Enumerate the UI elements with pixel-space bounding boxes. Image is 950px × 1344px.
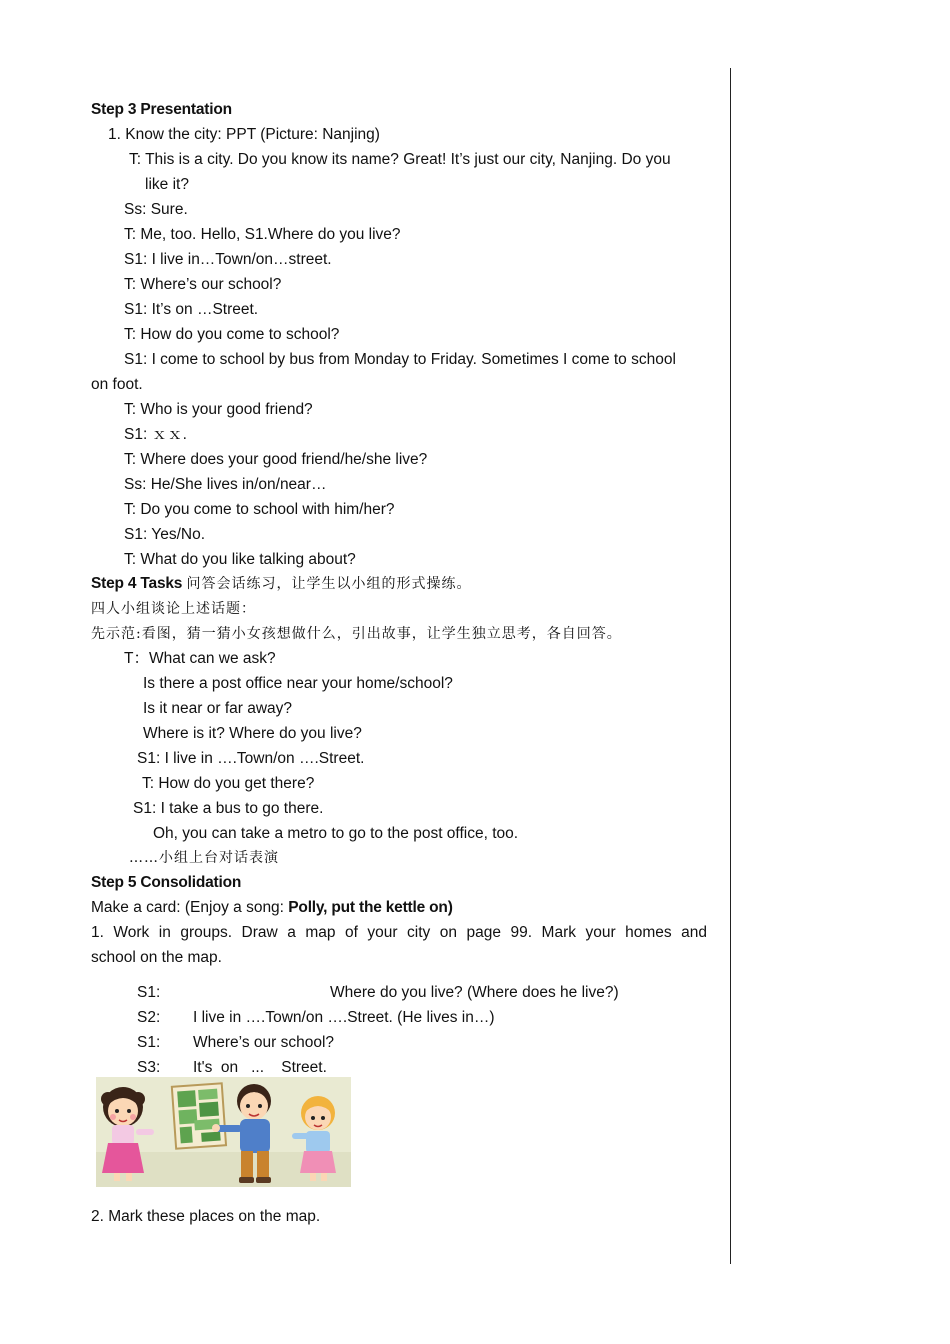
mark-places-line: 2. Mark these places on the map. — [91, 1208, 321, 1225]
t-what-ask: T：What can we ask? — [124, 650, 276, 667]
dialogue-line: S1: Yes/No. — [124, 526, 206, 543]
dialogue-line: T: Where does your good friend/he/she live? — [124, 451, 428, 468]
dialogue-text: Where do you live? (Where does he live?) — [330, 984, 619, 1001]
speaker: S1: — [137, 1034, 161, 1051]
dialogue-line: S1: ｘｘ. — [124, 426, 187, 443]
make-card-line — [91, 898, 453, 918]
dialogue-line: T: How do you come to school? — [124, 326, 340, 343]
dialogue-line: T: Who is your good friend? — [124, 401, 313, 418]
dialogue-line: Ss: Sure. — [124, 201, 188, 218]
table-right-border — [730, 68, 731, 1264]
s1-bus-line1: S1: I come to school by bus from Monday to Friday. Sometimes I come to school — [124, 351, 676, 368]
s1-bus-there: S1: I take a bus to go there. — [133, 800, 324, 817]
work-groups-line2: school on the map. — [91, 949, 222, 966]
step5-heading: Step 5 Consolidation — [91, 874, 242, 891]
metro-line: Oh, you can take a metro to go to the post office, too. — [153, 825, 519, 842]
dialogue-line: T: Do you come to school with him/her? — [124, 501, 395, 518]
step4-heading-row — [91, 574, 472, 594]
question-1: Is there a post office near your home/school? — [143, 675, 453, 692]
dialogue-text: It's on ... Street. — [193, 1059, 327, 1076]
children-with-map-illustration — [96, 1077, 351, 1187]
dialogue-line: T: Where’s our school? — [124, 276, 282, 293]
make-card-prefix: Make a card: (Enjoy a song: — [91, 899, 289, 916]
dialogue-line: Ss: He/She lives in/on/near… — [124, 476, 327, 493]
dialogue-text: I live in ….Town/on ….Street. (He lives in…) — [193, 1009, 495, 1026]
work-groups-line1: 1. Work in groups. Draw a map of your city on page 99. Mark your homes and — [91, 924, 707, 941]
step3-heading: Step 3 Presentation — [91, 101, 232, 118]
question-2: Is it near or far away? — [143, 700, 293, 717]
speaker: S2: — [137, 1009, 161, 1026]
step4-heading-cn: 问答会话练习，让学生以小组的形式操练。 — [186, 576, 472, 592]
t-get-there: T: How do you get there? — [142, 775, 315, 792]
speaker: S3: — [137, 1059, 161, 1076]
t-city-line1: T: This is a city. Do you know its name? Great! It’s just our city, Nanjing. Do you — [129, 151, 671, 168]
step4-cn-line1: 四人小组谈论上述话题： — [91, 601, 256, 617]
step3-item1: 1. Know the city: PPT (Picture: Nanjing) — [108, 126, 380, 143]
dialogue-line: S1: I live in…Town/on…street. — [124, 251, 332, 268]
dialogue-line: T: What do you like talking about? — [124, 551, 356, 568]
step4-heading: Step 4 Tasks — [91, 575, 183, 592]
group-perform: ……小组上台对话表演 — [129, 850, 279, 866]
dialogue-row — [137, 1008, 557, 1028]
dialogue-row — [137, 1033, 557, 1053]
question-3: Where is it? Where do you live? — [143, 725, 362, 742]
s1-bus-line2: on foot. — [91, 376, 143, 393]
t-city-line2: like it? — [145, 176, 189, 193]
dialogue-line: T: Me, too. Hello, S1.Where do you live? — [124, 226, 401, 243]
dialogue-row — [137, 1058, 557, 1078]
step4-cn-line2: 先示范:看图，猜一猜小女孩想做什么，引出故事，让学生独立思考，各自回答。 — [91, 626, 622, 642]
dialogue-line: S1: It’s on …Street. — [124, 301, 259, 318]
dialogue-row — [137, 983, 619, 1003]
song-title: Polly, put the kettle on) — [288, 899, 453, 916]
dialogue-text: Where’s our school? — [193, 1034, 335, 1051]
speaker: S1: — [137, 984, 161, 1001]
s1-live-line: S1: I live in ….Town/on ….Street. — [137, 750, 365, 767]
